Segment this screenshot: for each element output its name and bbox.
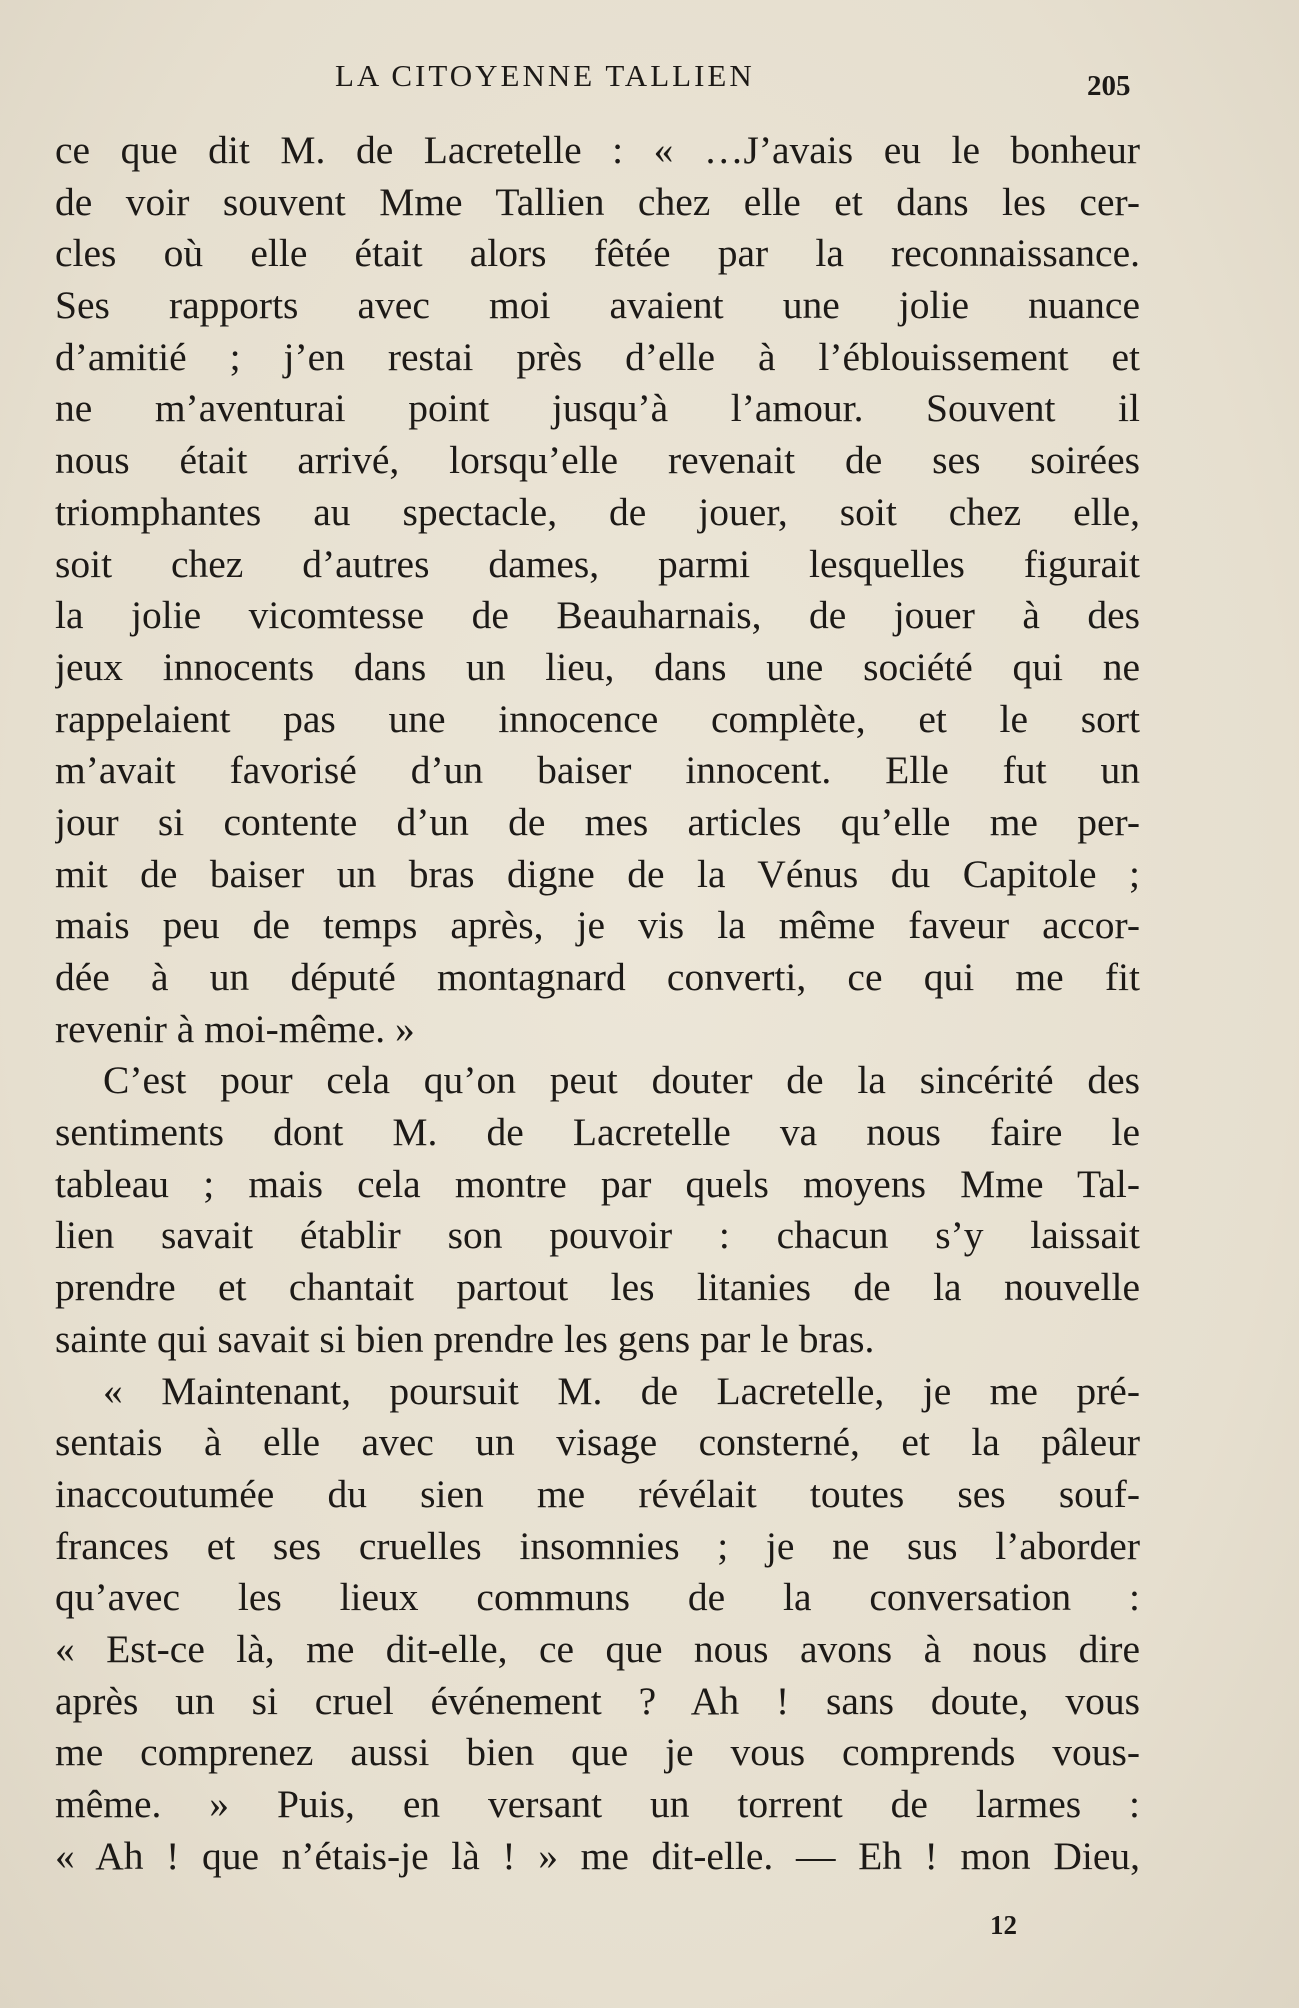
text-line: revenir à moi-même. » — [55, 1006, 415, 1051]
text-line: Ses rapports avec moi avaient une jolie nuance — [55, 283, 1140, 328]
text-line: « Maintenant, poursuit M. de Lacretelle, je me pré- — [103, 1368, 1140, 1413]
text-line: ce que dit M. de Lacretelle : « …J’avais eu le bonheur — [55, 128, 1140, 172]
text-line: de voir souvent Mme Tallien chez elle et dans les cer- — [55, 179, 1140, 224]
text-line: jour si contente d’un de mes articles qu’elle me per- — [55, 799, 1140, 844]
text-line: d’amitié ; j’en restai près d’elle à l’éblouissement et — [55, 334, 1140, 379]
text-line: qu’avec les lieux communs de la conversation : — [55, 1575, 1140, 1620]
text-line: même. » Puis, en versant un torrent de larmes : — [55, 1782, 1140, 1826]
text-line: C’est pour cela qu’on peut douter de la sincérité des — [103, 1058, 1140, 1103]
text-line: inaccoutumée du sien me révélait toutes ses souf- — [55, 1471, 1140, 1516]
text-line: « Ah ! que n’étais-je là ! » me dit-elle. — Eh ! mon Dieu, — [55, 1833, 1140, 1878]
text-line: soit chez d’autres dames, parmi lesquelles figurait — [55, 541, 1140, 586]
text-line: mais peu de temps après, je vis la même faveur accor- — [55, 903, 1140, 948]
text-line: cles où elle était alors fêtée par la reconnaissance. — [55, 231, 1140, 276]
text-line: rappelaient pas une innocence complète, et le sort — [55, 696, 1140, 741]
text-line: mit de baiser un bras digne de la Vénus du Capitole ; — [55, 851, 1140, 896]
text-line: « Est-ce là, me dit-elle, ce que nous avons à nous dire — [55, 1626, 1140, 1671]
text-line: lien savait établir son pouvoir : chacun s’y laissait — [55, 1213, 1140, 1258]
text-line: m’avait favorisé d’un baiser innocent. Elle fut un — [55, 748, 1140, 793]
text-line: triomphantes au spectacle, de jouer, soit chez elle, — [55, 489, 1140, 534]
text-line: sentais à elle avec un visage consterné, et la pâleur — [55, 1420, 1140, 1465]
text-line: après un si cruel événement ? Ah ! sans doute, vous — [55, 1678, 1140, 1723]
text-line: dée à un député montagnard converti, ce qui me fit — [55, 955, 1140, 999]
page-number: 205 — [1087, 70, 1131, 102]
text-line: nous était arrivé, lorsqu’elle revenait de ses soirées — [55, 438, 1140, 483]
text-line: me comprenez aussi bien que je vous comprends vous- — [55, 1730, 1140, 1775]
text-line: sentiments dont M. de Lacretelle va nous faire le — [55, 1110, 1140, 1155]
signature-mark: 12 — [990, 1910, 1017, 1940]
text-line: prendre et chantait partout les litanies de la nouvelle — [55, 1265, 1140, 1310]
text-line: frances et ses cruelles insomnies ; je ne sus l’aborder — [55, 1523, 1140, 1568]
text-line: jeux innocents dans un lieu, dans une société qui ne — [55, 644, 1140, 689]
text-line: tableau ; mais cela montre par quels moyens Mme Tal- — [55, 1161, 1140, 1206]
text-line: ne m’aventurai point jusqu’à l’amour. Souvent il — [55, 386, 1140, 431]
text-line: sainte qui savait si bien prendre les gens par le bras. — [55, 1316, 875, 1361]
text-line: la jolie vicomtesse de Beauharnais, de jouer à des — [55, 593, 1140, 638]
running-title: LA CITOYENNE TALLIEN — [335, 58, 755, 93]
body-text — [55, 125, 1140, 1882]
